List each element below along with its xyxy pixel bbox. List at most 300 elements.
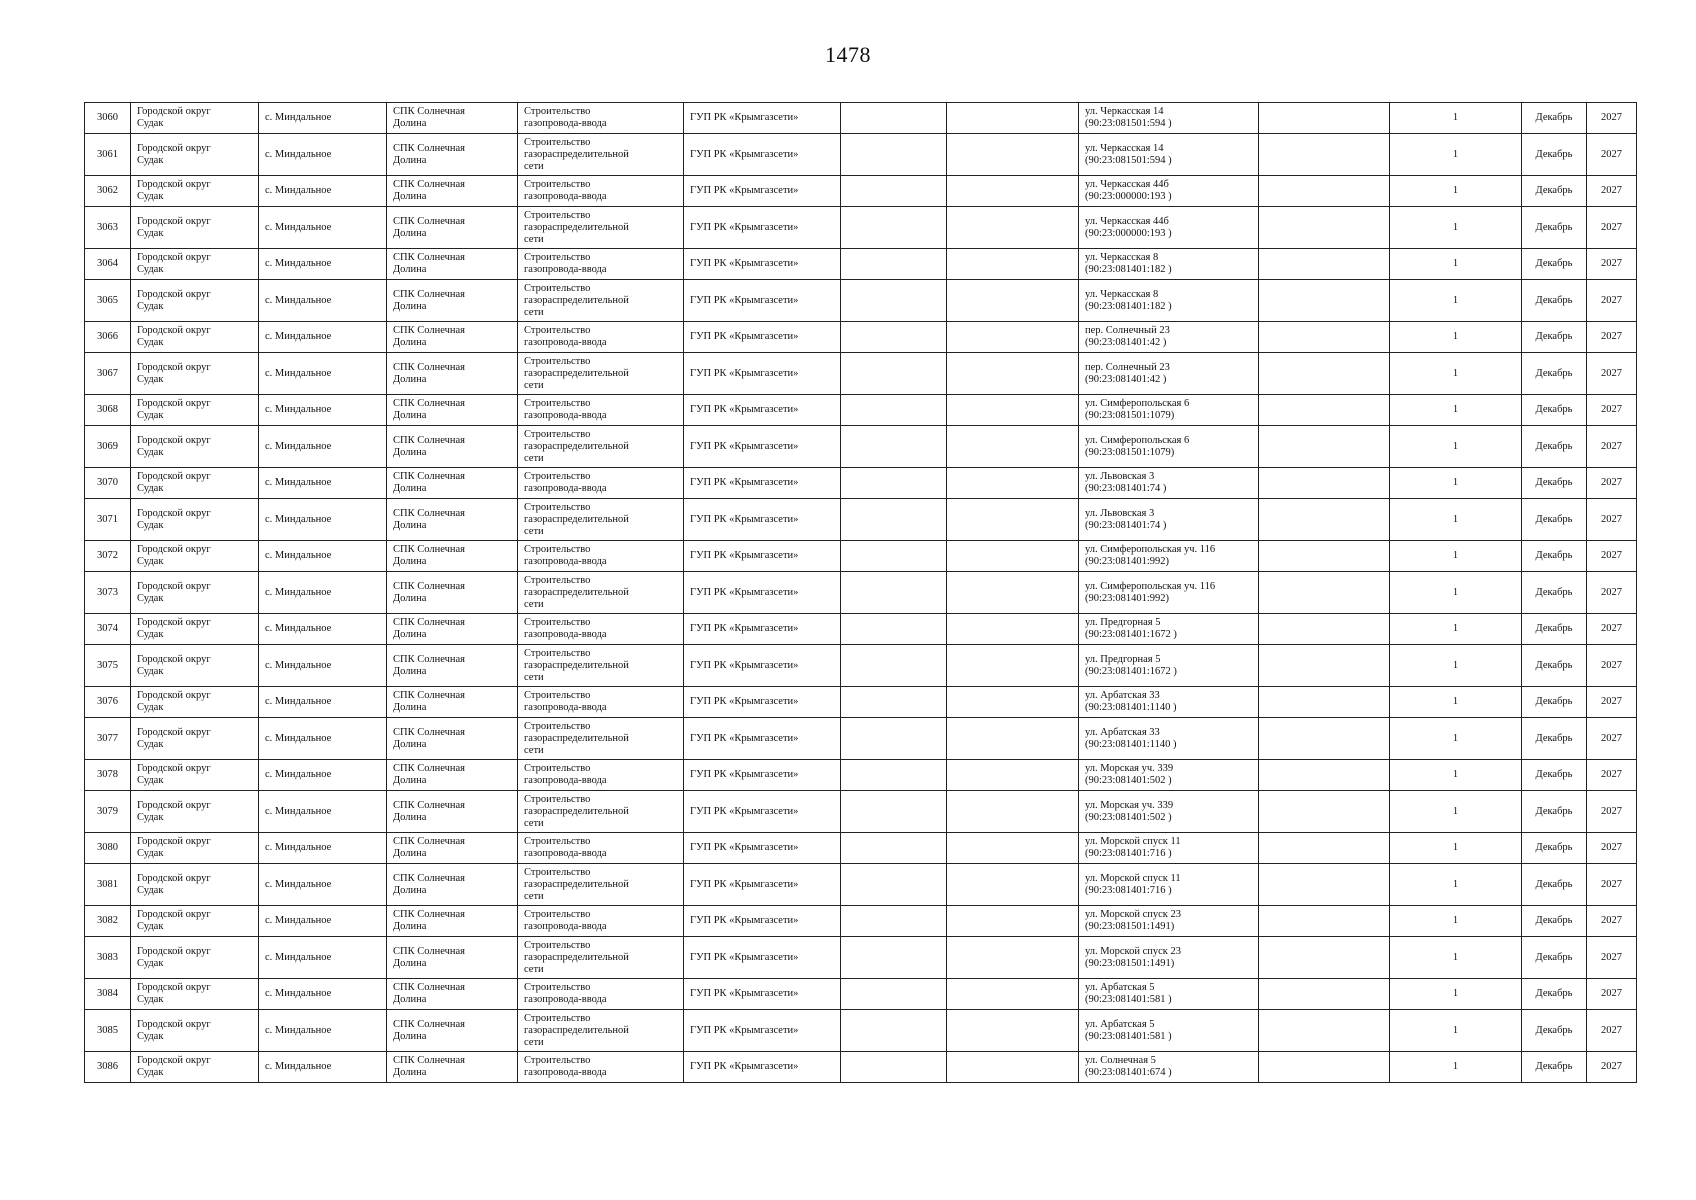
address-cell (1079, 207, 1259, 249)
organization-cell (387, 937, 518, 979)
row-number-text: 3066 (97, 331, 118, 342)
empty-cell-b (947, 176, 1079, 207)
village-text: с. Миндальное (265, 1024, 332, 1036)
row-number-text: 3083 (97, 951, 118, 963)
municipality-text: Городской округ Судак (137, 1055, 211, 1078)
month-text: Декабрь (1535, 367, 1573, 379)
work-type-text: Строительство газопровода-ввода (524, 106, 607, 129)
year-cell (1587, 687, 1637, 718)
village-cell (259, 760, 387, 791)
work-type-cell (518, 979, 684, 1010)
empty-cell-c (1259, 572, 1390, 614)
address-text: ул. Черкасская 14 (90:23:081501:594 ) (1085, 106, 1172, 129)
row-number-text: 3082 (97, 915, 118, 926)
address-cell (1079, 541, 1259, 572)
month-cell (1522, 249, 1587, 280)
month-text: Декабрь (1535, 951, 1573, 963)
year-cell (1587, 176, 1637, 207)
empty-cell-b (947, 280, 1079, 322)
empty-cell-b (947, 207, 1079, 249)
village-cell (259, 1052, 387, 1083)
village-text: с. Миндальное (265, 258, 332, 269)
municipality-cell (131, 134, 259, 176)
work-type-text: Строительство газораспределительной сети (524, 720, 629, 756)
quantity-text: 1 (1452, 148, 1459, 160)
month-text: Декабрь (1535, 696, 1573, 707)
empty-cell-b (947, 322, 1079, 353)
empty-cell-c (1259, 1010, 1390, 1052)
empty-cell-c (1259, 249, 1390, 280)
row-number-cell (85, 791, 131, 833)
address-cell (1079, 979, 1259, 1010)
municipality-text: Городской округ Судак (137, 763, 211, 786)
organization-cell (387, 687, 518, 718)
quantity-text: 1 (1452, 951, 1459, 963)
quantity-cell (1390, 353, 1522, 395)
executor-text: ГУП РК «Крымгазсети» (690, 915, 799, 926)
village-text: с. Миндальное (265, 586, 332, 598)
month-text: Декабрь (1535, 440, 1573, 452)
address-cell (1079, 1052, 1259, 1083)
municipality-text: Городской округ Судак (137, 580, 211, 604)
register-table (84, 102, 1637, 1083)
work-type-cell (518, 906, 684, 937)
work-type-text: Строительство газораспределительной сети (524, 1012, 629, 1048)
executor-text: ГУП РК «Крымгазсети» (690, 732, 799, 744)
village-text: с. Миндальное (265, 1061, 332, 1072)
empty-cell-c (1259, 864, 1390, 906)
row-number-text: 3067 (97, 367, 118, 379)
row-number-cell (85, 1052, 131, 1083)
organization-cell (387, 833, 518, 864)
work-type-cell (518, 572, 684, 614)
year-cell (1587, 718, 1637, 760)
municipality-cell (131, 468, 259, 499)
empty-cell-a (841, 833, 947, 864)
month-cell (1522, 1010, 1587, 1052)
year-cell (1587, 791, 1637, 833)
work-type-text: Строительство газопровода-ввода (524, 471, 607, 494)
address-text: ул. Морская уч. 339 (90:23:081401:502 ) (1085, 763, 1174, 786)
village-cell (259, 1010, 387, 1052)
row-number-text: 3060 (97, 112, 118, 123)
work-type-cell (518, 1010, 684, 1052)
month-cell (1522, 395, 1587, 426)
empty-cell-c (1259, 541, 1390, 572)
month-text: Декабрь (1535, 513, 1573, 525)
table-row (85, 1010, 1637, 1052)
work-type-text: Строительство газопровода-ввода (524, 690, 607, 713)
work-type-text: Строительство газораспределительной сети (524, 866, 629, 902)
work-type-text: Строительство газопровода-ввода (524, 252, 607, 275)
empty-cell-c (1259, 134, 1390, 176)
month-text: Декабрь (1535, 112, 1573, 123)
row-number-cell (85, 760, 131, 791)
empty-cell-a (841, 572, 947, 614)
empty-cell-b (947, 760, 1079, 791)
row-number-cell (85, 134, 131, 176)
executor-cell (684, 906, 841, 937)
executor-text: ГУП РК «Крымгазсети» (690, 477, 799, 488)
quantity-text: 1 (1452, 550, 1459, 561)
municipality-cell (131, 249, 259, 280)
year-cell (1587, 468, 1637, 499)
year-text: 2027 (1601, 1024, 1622, 1036)
empty-cell-b (947, 541, 1079, 572)
table-row (85, 760, 1637, 791)
executor-cell (684, 572, 841, 614)
executor-cell (684, 395, 841, 426)
year-cell (1587, 353, 1637, 395)
organization-text: СПК Солнечная Долина (393, 763, 465, 786)
month-text: Декабрь (1535, 915, 1573, 926)
executor-text: ГУП РК «Крымгазсети» (690, 221, 799, 233)
empty-cell-a (841, 468, 947, 499)
year-text: 2027 (1601, 988, 1622, 999)
quantity-cell (1390, 687, 1522, 718)
empty-cell-b (947, 134, 1079, 176)
executor-text: ГУП РК «Крымгазсети» (690, 988, 799, 999)
year-text: 2027 (1601, 842, 1622, 853)
quantity-cell (1390, 645, 1522, 687)
village-text: с. Миндальное (265, 805, 332, 817)
executor-text: ГУП РК «Крымгазсети» (690, 623, 799, 634)
empty-cell-a (841, 1010, 947, 1052)
empty-cell-a (841, 718, 947, 760)
quantity-text: 1 (1452, 221, 1459, 233)
month-text: Декабрь (1535, 623, 1573, 634)
address-text: ул. Предгорная 5 (90:23:081401:1672 ) (1085, 653, 1177, 677)
empty-cell-b (947, 864, 1079, 906)
empty-cell-b (947, 1052, 1079, 1083)
municipality-text: Городской округ Судак (137, 726, 211, 750)
address-text: ул. Черкасская 14 (90:23:081501:594 ) (1085, 142, 1172, 166)
organization-text: СПК Солнечная Долина (393, 872, 465, 896)
quantity-text: 1 (1452, 623, 1459, 634)
month-cell (1522, 1052, 1587, 1083)
quantity-cell (1390, 176, 1522, 207)
empty-cell-a (841, 207, 947, 249)
village-text: с. Миндальное (265, 294, 332, 306)
year-cell (1587, 572, 1637, 614)
quantity-cell (1390, 937, 1522, 979)
executor-text: ГУП РК «Крымгазсети» (690, 550, 799, 561)
work-type-cell (518, 645, 684, 687)
quantity-text: 1 (1452, 513, 1459, 525)
year-text: 2027 (1601, 367, 1622, 379)
address-text: ул. Львовская 3 (90:23:081401:74 ) (1085, 507, 1167, 531)
empty-cell-c (1259, 468, 1390, 499)
year-text: 2027 (1601, 258, 1622, 269)
empty-cell-c (1259, 176, 1390, 207)
quantity-cell (1390, 103, 1522, 134)
empty-cell-c (1259, 937, 1390, 979)
executor-text: ГУП РК «Крымгазсети» (690, 185, 799, 196)
year-cell (1587, 541, 1637, 572)
organization-cell (387, 207, 518, 249)
quantity-text: 1 (1452, 586, 1459, 598)
table-row (85, 134, 1637, 176)
year-cell (1587, 134, 1637, 176)
table-row (85, 103, 1637, 134)
year-text: 2027 (1601, 221, 1622, 233)
municipality-text: Городской округ Судак (137, 799, 211, 823)
municipality-text: Городской округ Судак (137, 398, 211, 421)
empty-cell-a (841, 176, 947, 207)
work-type-cell (518, 322, 684, 353)
quantity-cell (1390, 499, 1522, 541)
year-text: 2027 (1601, 623, 1622, 634)
executor-cell (684, 134, 841, 176)
executor-cell (684, 645, 841, 687)
quantity-text: 1 (1452, 659, 1459, 671)
year-cell (1587, 103, 1637, 134)
quantity-cell (1390, 322, 1522, 353)
address-text: ул. Черкасская 8 (90:23:081401:182 ) (1085, 252, 1172, 275)
village-text: с. Миндальное (265, 769, 332, 780)
village-cell (259, 426, 387, 468)
executor-text: ГУП РК «Крымгазсети» (690, 878, 799, 890)
village-text: с. Миндальное (265, 148, 332, 160)
month-text: Декабрь (1535, 732, 1573, 744)
quantity-text: 1 (1452, 440, 1459, 452)
executor-cell (684, 207, 841, 249)
quantity-cell (1390, 134, 1522, 176)
address-cell (1079, 353, 1259, 395)
executor-cell (684, 791, 841, 833)
empty-cell-c (1259, 760, 1390, 791)
village-text: с. Миндальное (265, 623, 332, 634)
municipality-text: Городской округ Судак (137, 215, 211, 239)
row-number-text: 3064 (97, 258, 118, 269)
organization-text: СПК Солнечная Долина (393, 909, 465, 932)
row-number-cell (85, 906, 131, 937)
organization-text: СПК Солнечная Долина (393, 252, 465, 275)
empty-cell-b (947, 353, 1079, 395)
empty-cell-b (947, 718, 1079, 760)
executor-text: ГУП РК «Крымгазсети» (690, 1061, 799, 1072)
row-number-text: 3076 (97, 696, 118, 707)
quantity-cell (1390, 760, 1522, 791)
month-cell (1522, 614, 1587, 645)
empty-cell-b (947, 1010, 1079, 1052)
empty-cell-a (841, 426, 947, 468)
month-text: Декабрь (1535, 988, 1573, 999)
municipality-cell (131, 791, 259, 833)
municipality-text: Городской округ Судак (137, 836, 211, 859)
month-text: Декабрь (1535, 878, 1573, 890)
row-number-cell (85, 1010, 131, 1052)
row-number-cell (85, 395, 131, 426)
work-type-cell (518, 499, 684, 541)
executor-text: ГУП РК «Крымгазсети» (690, 148, 799, 160)
work-type-cell (518, 426, 684, 468)
executor-cell (684, 614, 841, 645)
quantity-cell (1390, 833, 1522, 864)
municipality-text: Городской округ Судак (137, 982, 211, 1005)
work-type-cell (518, 207, 684, 249)
municipality-cell (131, 718, 259, 760)
organization-cell (387, 864, 518, 906)
executor-cell (684, 979, 841, 1010)
organization-text: СПК Солнечная Долина (393, 106, 465, 129)
row-number-text: 3073 (97, 586, 118, 598)
village-cell (259, 322, 387, 353)
empty-cell-c (1259, 103, 1390, 134)
address-text: ул. Симферопольская уч. 116 (90:23:081401:992) (1085, 544, 1216, 567)
row-number-text: 3061 (97, 148, 118, 160)
quantity-text: 1 (1452, 112, 1459, 123)
village-text: с. Миндальное (265, 112, 332, 123)
organization-cell (387, 353, 518, 395)
municipality-text: Городской округ Судак (137, 690, 211, 713)
municipality-cell (131, 1052, 259, 1083)
executor-cell (684, 833, 841, 864)
table-row (85, 176, 1637, 207)
municipality-cell (131, 645, 259, 687)
address-text: пер. Солнечный 23 (90:23:081401:42 ) (1085, 325, 1170, 348)
row-number-text: 3063 (97, 221, 118, 233)
executor-text: ГУП РК «Крымгазсети» (690, 440, 799, 452)
address-cell (1079, 103, 1259, 134)
organization-text: СПК Солнечная Долина (393, 580, 465, 604)
executor-cell (684, 103, 841, 134)
row-number-text: 3072 (97, 550, 118, 561)
municipality-cell (131, 207, 259, 249)
empty-cell-c (1259, 499, 1390, 541)
village-text: с. Миндальное (265, 404, 332, 415)
executor-cell (684, 322, 841, 353)
executor-cell (684, 864, 841, 906)
table-row (85, 614, 1637, 645)
address-text: ул. Морская уч. 339 (90:23:081401:502 ) (1085, 799, 1174, 823)
table-row (85, 937, 1637, 979)
quantity-text: 1 (1452, 878, 1459, 890)
row-number-cell (85, 718, 131, 760)
month-text: Декабрь (1535, 842, 1573, 853)
village-text: с. Миндальное (265, 878, 332, 890)
row-number-text: 3084 (97, 988, 118, 999)
municipality-text: Городской округ Судак (137, 1018, 211, 1042)
municipality-cell (131, 979, 259, 1010)
work-type-text: Строительство газопровода-ввода (524, 398, 607, 421)
empty-cell-a (841, 322, 947, 353)
empty-cell-a (841, 280, 947, 322)
organization-cell (387, 645, 518, 687)
work-type-text: Строительство газопровода-ввода (524, 836, 607, 859)
table-row (85, 207, 1637, 249)
municipality-cell (131, 1010, 259, 1052)
organization-cell (387, 572, 518, 614)
work-type-text: Строительство газораспределительной сети (524, 209, 629, 245)
quantity-cell (1390, 864, 1522, 906)
year-text: 2027 (1601, 477, 1622, 488)
row-number-cell (85, 864, 131, 906)
executor-cell (684, 499, 841, 541)
municipality-text: Городской округ Судак (137, 142, 211, 166)
row-number-text: 3071 (97, 513, 118, 525)
municipality-text: Городской округ Судак (137, 325, 211, 348)
row-number-cell (85, 541, 131, 572)
address-text: ул. Морской спуск 23 (90:23:081501:1491) (1085, 909, 1181, 932)
organization-cell (387, 322, 518, 353)
quantity-text: 1 (1452, 404, 1459, 415)
work-type-text: Строительство газопровода-ввода (524, 617, 607, 640)
municipality-text: Городской округ Судак (137, 872, 211, 896)
month-cell (1522, 103, 1587, 134)
empty-cell-c (1259, 833, 1390, 864)
year-cell (1587, 906, 1637, 937)
empty-cell-c (1259, 207, 1390, 249)
address-cell (1079, 833, 1259, 864)
executor-cell (684, 280, 841, 322)
empty-cell-a (841, 134, 947, 176)
quantity-cell (1390, 468, 1522, 499)
year-text: 2027 (1601, 659, 1622, 671)
work-type-text: Строительство газораспределительной сети (524, 574, 629, 610)
table-row (85, 572, 1637, 614)
empty-cell-a (841, 395, 947, 426)
quantity-text: 1 (1452, 805, 1459, 817)
year-text: 2027 (1601, 805, 1622, 817)
address-cell (1079, 322, 1259, 353)
table-row (85, 645, 1637, 687)
executor-text: ГУП РК «Крымгазсети» (690, 842, 799, 853)
year-cell (1587, 280, 1637, 322)
executor-text: ГУП РК «Крымгазсети» (690, 112, 799, 123)
village-text: с. Миндальное (265, 951, 332, 963)
month-text: Декабрь (1535, 185, 1573, 196)
municipality-text: Городской округ Судак (137, 471, 211, 494)
work-type-cell (518, 614, 684, 645)
empty-cell-a (841, 499, 947, 541)
work-type-cell (518, 833, 684, 864)
month-cell (1522, 760, 1587, 791)
month-cell (1522, 864, 1587, 906)
row-number-cell (85, 499, 131, 541)
quantity-text: 1 (1452, 258, 1459, 269)
organization-text: СПК Солнечная Долина (393, 142, 465, 166)
organization-text: СПК Солнечная Долина (393, 398, 465, 421)
organization-cell (387, 280, 518, 322)
executor-text: ГУП РК «Крымгазсети» (690, 769, 799, 780)
address-cell (1079, 906, 1259, 937)
row-number-cell (85, 468, 131, 499)
month-cell (1522, 322, 1587, 353)
address-cell (1079, 937, 1259, 979)
empty-cell-b (947, 572, 1079, 614)
year-cell (1587, 937, 1637, 979)
empty-cell-c (1259, 353, 1390, 395)
row-number-cell (85, 249, 131, 280)
municipality-text: Городской округ Судак (137, 361, 211, 385)
quantity-cell (1390, 979, 1522, 1010)
address-cell (1079, 499, 1259, 541)
village-cell (259, 791, 387, 833)
organization-text: СПК Солнечная Долина (393, 544, 465, 567)
address-text: ул. Предгорная 5 (90:23:081401:1672 ) (1085, 617, 1177, 640)
empty-cell-b (947, 103, 1079, 134)
empty-cell-b (947, 645, 1079, 687)
row-number-cell (85, 322, 131, 353)
year-text: 2027 (1601, 769, 1622, 780)
row-number-text: 3078 (97, 769, 118, 780)
organization-cell (387, 979, 518, 1010)
municipality-cell (131, 499, 259, 541)
village-text: с. Миндальное (265, 696, 332, 707)
month-cell (1522, 207, 1587, 249)
quantity-text: 1 (1452, 769, 1459, 780)
